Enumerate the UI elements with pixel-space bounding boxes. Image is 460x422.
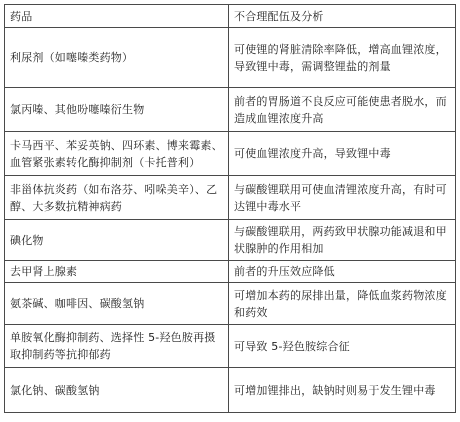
drug-cell: 卡马西平、苯妥英钠、四环素、博来霉素、血管紧张素转化酶抑制剂（卡托普利） (5, 132, 229, 176)
analysis-cell: 可使血锂浓度升高，导致锂中毒 (229, 132, 456, 176)
table-row (5, 132, 456, 176)
table-header-row (5, 5, 456, 28)
analysis-cell: 可使锂的肾脏清除率降低，增高血锂浓度，导致锂中毒，需调整锂盐的剂量 (229, 28, 456, 88)
table-row (5, 325, 456, 368)
drug-cell: 氯丙嗪、其他吩噻嗪衍生物 (5, 88, 229, 132)
drug-cell: 氨茶碱、咖啡因、碳酸氢钠 (5, 283, 229, 325)
drug-interaction-document (4, 4, 455, 413)
analysis-cell: 与碳酸锂联用可使血清锂浓度升高，有时可达锂中毒水平 (229, 176, 456, 220)
drug-cell: 碘化物 (5, 220, 229, 261)
table-row (5, 283, 456, 325)
analysis-cell: 前者的胃肠道不良反应可能使患者脱水，而造成血锂浓度升高 (229, 88, 456, 132)
table-row (5, 368, 456, 413)
drug-cell: 去甲肾上腺素 (5, 261, 229, 283)
drug-interaction-table (4, 4, 456, 413)
table-row (5, 28, 456, 88)
analysis-cell: 可增加本药的尿排出量，降低血浆药物浓度和药效 (229, 283, 456, 325)
analysis-cell: 可增加锂排出，缺钠时则易于发生锂中毒 (229, 368, 456, 413)
header-drug: 药品 (5, 5, 229, 28)
drug-cell: 利尿剂（如噻嗪类药物） (5, 28, 229, 88)
analysis-cell: 与碳酸锂联用，两药致甲状腺功能减退和甲状腺肿的作用相加 (229, 220, 456, 261)
table-row (5, 220, 456, 261)
table-row (5, 176, 456, 220)
table-row (5, 261, 456, 283)
drug-cell: 氯化钠、碳酸氢钠 (5, 368, 229, 413)
header-analysis: 不合理配伍及分析 (229, 5, 456, 28)
analysis-cell: 可导致 5-羟色胺综合征 (229, 325, 456, 368)
drug-cell: 单胺氧化酶抑制药、选择性 5-羟色胺再摄取抑制药等抗抑郁药 (5, 325, 229, 368)
analysis-cell: 前者的升压效应降低 (229, 261, 456, 283)
table-row (5, 88, 456, 132)
drug-cell: 非甾体抗炎药（如布洛芬、吲哚美辛）、乙醇、大多数抗精神病药 (5, 176, 229, 220)
